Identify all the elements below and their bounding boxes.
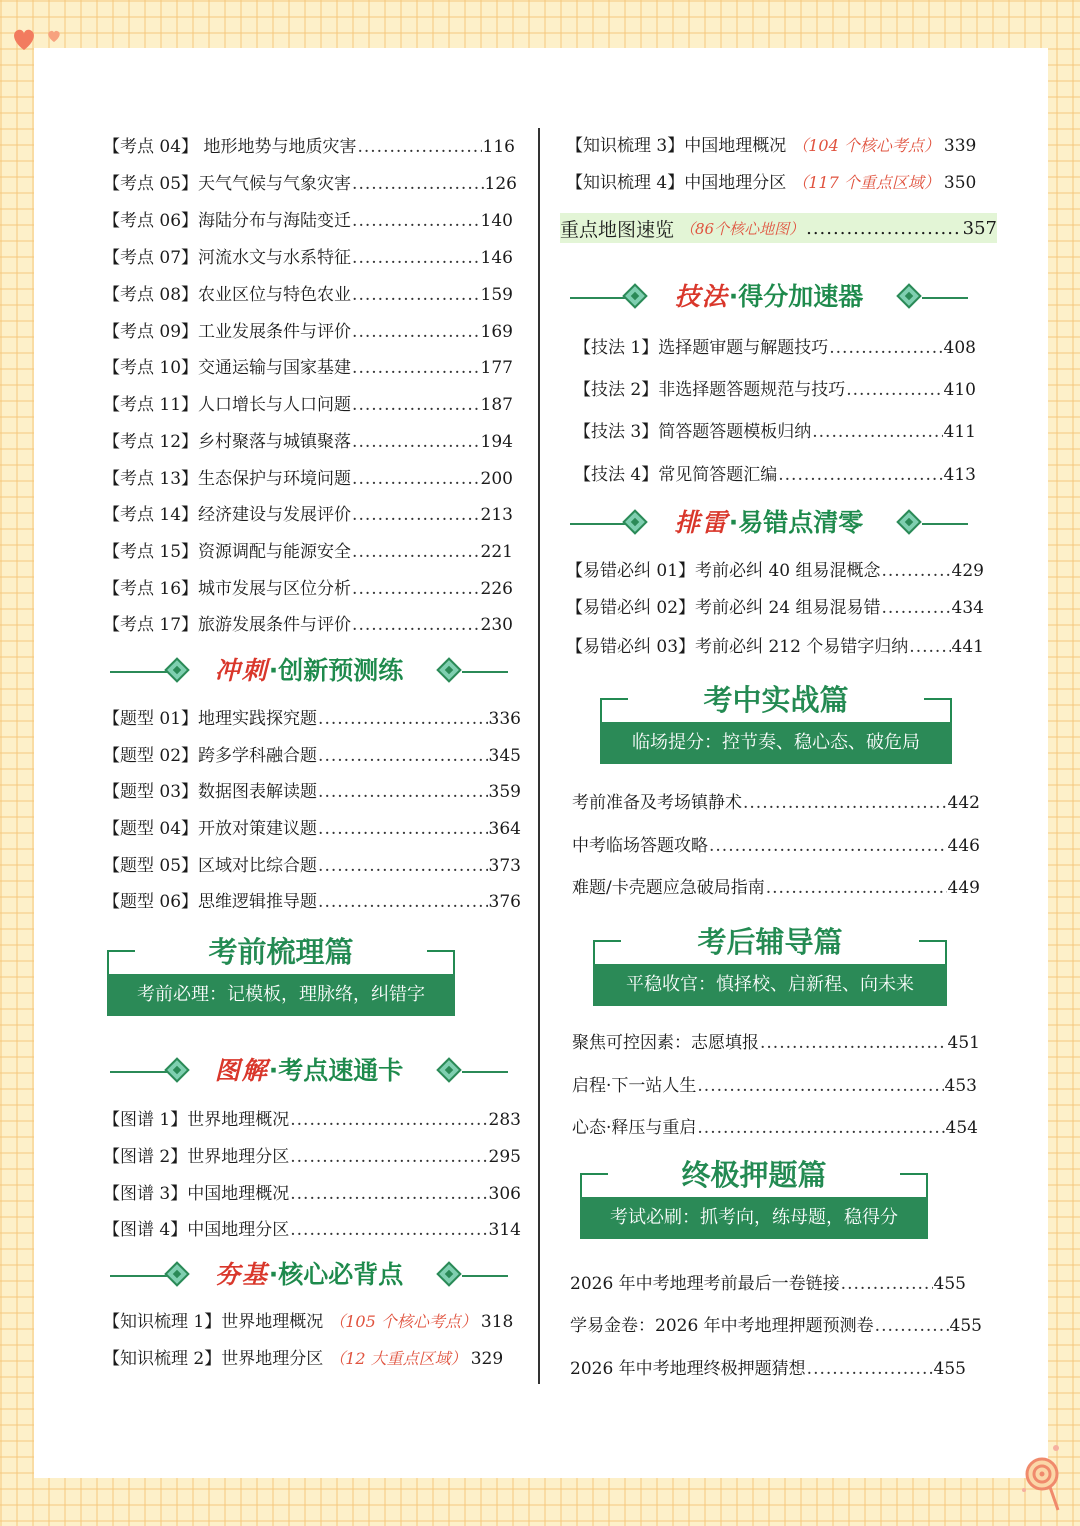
banner-kaozhong	[600, 680, 952, 764]
entry-label: 【考点 07】河流水文与水系特征	[103, 248, 352, 268]
banner-kaoqian	[107, 932, 455, 1016]
leader-dots	[352, 210, 480, 232]
entry-label: 【易错必纠 02】考前必纠 24 组易混易错	[566, 598, 881, 618]
entry-label: 【易错必纠 01】考前必纠 40 组易混概念	[566, 561, 881, 581]
toc-entry-zhishi-4[interactable]	[566, 172, 984, 196]
page-number: 226	[480, 579, 513, 599]
leader-dots	[841, 1273, 933, 1295]
entry-label: 【图谱 2】世界地理分区	[103, 1147, 290, 1167]
page-number: 146	[480, 248, 513, 268]
toc-entry-kaodian-15[interactable]	[103, 541, 513, 565]
page-number: 194	[480, 432, 513, 452]
toc-entry-yicuo-01[interactable]	[566, 560, 984, 584]
page-number: 413	[943, 465, 976, 485]
page-number: 451	[947, 1033, 980, 1053]
page-number: 449	[947, 878, 980, 898]
page-number: 140	[480, 211, 513, 231]
entry-label: 【考点 09】工业发展条件与评价	[103, 322, 352, 342]
toc-entry-kaohou-2[interactable]	[572, 1075, 977, 1099]
toc-entry-zhongji-1[interactable]	[570, 1273, 966, 1297]
leader-dots	[829, 337, 942, 359]
entry-label: 【题型 06】思维逻辑推导题	[103, 892, 318, 912]
page-number: 441	[951, 637, 984, 657]
toc-entry-kaodian-12[interactable]	[103, 431, 513, 455]
entry-label: 【考点 11】人口增长与人口问题	[103, 395, 352, 415]
toc-entry-kaodian-13[interactable]	[103, 468, 513, 492]
toc-entry-tupu-4[interactable]	[103, 1219, 521, 1243]
leader-dots	[697, 1117, 944, 1139]
entry-label: 【考点 10】交通运输与国家基建	[103, 358, 352, 378]
toc-entry-kaodian-14[interactable]	[103, 504, 513, 528]
page-number: 410	[943, 380, 976, 400]
leader-dots	[318, 708, 488, 730]
page-number: 408	[943, 338, 976, 358]
section-header-jifa	[570, 278, 968, 318]
leader-dots	[352, 431, 480, 453]
leader-dots	[846, 379, 942, 401]
section-header-chongci	[110, 652, 508, 692]
entry-label: 【考点 05】天气气候与气象灾害	[103, 174, 352, 194]
page-number: 159	[480, 285, 513, 305]
section-title-red: 排雷	[674, 508, 729, 537]
toc-entry-kaohou-1[interactable]	[572, 1032, 980, 1056]
toc-entry-tixing-04[interactable]	[103, 818, 521, 842]
entry-label: 【考点 06】海陆分布与海陆变迁	[103, 211, 352, 231]
entry-label: 【题型 02】跨多学科融合题	[103, 746, 318, 766]
toc-entry-tupu-2[interactable]	[103, 1146, 521, 1170]
entry-label: 难题/卡壳题应急破局指南	[572, 878, 765, 898]
entry-label: 【技法 3】简答题答题模板归纳	[574, 422, 812, 442]
banner-kaohou	[593, 922, 947, 1006]
section-title-green: ·易错点清零	[728, 508, 864, 537]
leader-dots	[290, 1109, 487, 1131]
leader-dots	[812, 421, 942, 443]
leader-dots	[318, 745, 488, 767]
leader-dots	[352, 504, 480, 526]
leader-dots	[352, 284, 480, 306]
toc-entry-kaodian-11[interactable]	[103, 394, 513, 418]
entry-label: 【易错必纠 03】考前必纠 212 个易错字归纳	[566, 637, 909, 657]
toc-entry-yicuo-02[interactable]	[566, 597, 984, 621]
banner-subtitle: 平稳收官：慎择校、启新程、向未来	[593, 964, 947, 1006]
entry-label: 【知识梳理 2】世界地理分区	[103, 1349, 324, 1369]
toc-entry-tixing-02[interactable]	[103, 745, 521, 769]
banner-subtitle: 考试必刷：抓考向，练母题，稳得分	[580, 1197, 928, 1239]
toc-entry-tixing-05[interactable]	[103, 855, 521, 879]
leader-dots	[352, 173, 484, 195]
entry-label: 【考点 12】乡村聚落与城镇聚落	[103, 432, 352, 452]
toc-entry-tixing-06[interactable]	[103, 891, 521, 915]
page-number: 283	[488, 1110, 521, 1130]
page-number: 306	[488, 1184, 521, 1204]
page-number: 442	[947, 793, 980, 813]
toc-entry-zhongji-2[interactable]	[570, 1315, 982, 1339]
entry-label: 【技法 1】选择题审题与解题技巧	[574, 338, 829, 358]
toc-entry-yicuo-03[interactable]	[566, 636, 984, 660]
entry-label: 【考点 16】城市发展与区位分析	[103, 579, 352, 599]
section-title-green: ·创新预测练	[268, 656, 404, 685]
toc-entry-tupu-3[interactable]	[103, 1183, 521, 1207]
page-number: 329	[470, 1349, 504, 1369]
toc-entry-kaozhong-3[interactable]	[572, 877, 980, 901]
toc-entry-jifa-1[interactable]	[574, 337, 976, 361]
leader-dots	[352, 247, 480, 269]
entry-label: 【题型 01】地理实践探究题	[103, 709, 318, 729]
leader-dots	[318, 818, 488, 840]
leader-dots	[881, 560, 950, 582]
leader-dots	[778, 464, 942, 486]
entry-highlight: （86个核心地图）	[680, 219, 805, 238]
leader-dots	[290, 1183, 487, 1205]
toc-entry-kaodian-06[interactable]	[103, 210, 513, 234]
page-number: 364	[488, 819, 521, 839]
entry-label: 【考点 13】生态保护与环境问题	[103, 469, 352, 489]
page-number: 376	[488, 892, 521, 912]
toc-entry-zhishi-2[interactable]	[103, 1348, 521, 1372]
section-header-hangji	[110, 1256, 508, 1296]
entry-label: 【考点 14】经济建设与发展评价	[103, 505, 352, 525]
entry-label: 启程·下一站人生	[572, 1076, 697, 1096]
entry-label: 【技法 2】非选择题答题规范与技巧	[574, 380, 846, 400]
page-number: 318	[480, 1312, 514, 1332]
leader-dots	[352, 321, 480, 343]
toc-entry-jifa-3[interactable]	[574, 421, 976, 445]
toc-entry-jifa-4[interactable]	[574, 464, 976, 488]
page-number: 359	[488, 782, 521, 802]
leader-dots	[318, 781, 488, 803]
leader-dots	[881, 597, 950, 619]
toc-entry-kaodian-08[interactable]	[103, 284, 513, 308]
page-number: 373	[488, 856, 521, 876]
section-title-green: ·核心必背点	[268, 1260, 404, 1289]
entry-label: 【题型 04】开放对策建议题	[103, 819, 318, 839]
entry-highlight: （117 个重点区域）	[792, 173, 940, 192]
page-number: 455	[949, 1316, 982, 1336]
leader-dots	[697, 1075, 943, 1097]
leader-dots	[875, 1315, 949, 1337]
page-number: 455	[933, 1359, 966, 1379]
leader-dots	[318, 891, 488, 913]
entry-label: 【知识梳理 4】中国地理分区	[566, 173, 787, 193]
page-number: 200	[480, 469, 513, 489]
entry-label: 心态·释压与重启	[572, 1118, 697, 1138]
entry-highlight: （12 大重点区域）	[329, 1349, 467, 1368]
section-title-green: ·考点速通卡	[268, 1056, 404, 1085]
entry-label: 【知识梳理 3】中国地理概况	[566, 136, 787, 156]
column-divider	[538, 128, 540, 1384]
entry-highlight: （105 个核心考点）	[329, 1312, 477, 1331]
page-number: 429	[951, 561, 984, 581]
entry-label: 【题型 03】数据图表解读题	[103, 782, 318, 802]
banner-subtitle: 考前必理：记模板，理脉络，纠错字	[107, 974, 455, 1016]
hearts-decoration	[10, 24, 66, 54]
banner-subtitle: 临场提分：控节奏、稳心态、破危局	[600, 722, 952, 764]
lollipop-decoration	[1016, 1442, 1072, 1514]
toc-entry-kaozhong-2[interactable]	[572, 835, 980, 859]
leader-dots	[352, 541, 480, 563]
toc-entry-kaodian-17[interactable]	[103, 614, 513, 638]
page-number: 295	[488, 1147, 521, 1167]
leader-dots	[909, 636, 950, 658]
toc-entry-tixing-01[interactable]	[103, 708, 521, 732]
entry-label: 【图谱 1】世界地理概况	[103, 1110, 290, 1130]
toc-entry-kaohou-3[interactable]	[572, 1117, 978, 1141]
entry-label: 【考点 15】资源调配与能源安全	[103, 542, 352, 562]
entry-label: 聚焦可控因素：志愿填报	[572, 1033, 759, 1053]
toc-entry-tixing-03[interactable]	[103, 781, 521, 805]
page-number: 187	[480, 395, 513, 415]
toc-entry-map-overview[interactable]	[560, 213, 997, 243]
banner-title: 考中实战篇	[703, 683, 849, 717]
page-number: 213	[480, 505, 513, 525]
entry-label: 学易金卷：2026 年中考地理押题预测卷	[570, 1316, 874, 1336]
leader-dots	[352, 394, 480, 416]
entry-label: 考前准备及考场镇静术	[572, 793, 742, 813]
leader-dots	[290, 1146, 487, 1168]
section-header-pailei	[570, 504, 968, 544]
entry-label: 2026 年中考地理考前最后一卷链接	[570, 1274, 840, 1294]
entry-label: 【图谱 3】中国地理概况	[103, 1184, 290, 1204]
page-number: 345	[488, 746, 521, 766]
entry-label: 中考临场答题攻略	[572, 836, 708, 856]
banner-title: 考后辅导篇	[697, 925, 843, 959]
entry-label: 【考点 04】 地形地势与地质灾害	[103, 137, 357, 157]
entry-label: 【图谱 4】中国地理分区	[103, 1220, 290, 1240]
entry-label: 【知识梳理 1】世界地理概况	[103, 1312, 324, 1332]
toc-entry-kaodian-07[interactable]	[103, 247, 513, 271]
entry-label: 重点地图速览	[560, 218, 675, 241]
page-number: 350	[943, 173, 977, 193]
entry-label: 【考点 17】旅游发展条件与评价	[103, 615, 352, 635]
section-header-tujie	[110, 1052, 508, 1092]
leader-dots	[766, 877, 947, 899]
leader-dots	[352, 357, 480, 379]
page-number: 230	[480, 615, 513, 635]
leader-dots	[352, 468, 480, 490]
section-title-red: 技法	[674, 282, 729, 311]
leader-dots	[743, 792, 947, 814]
page-number: 434	[951, 598, 984, 618]
page-number: 446	[947, 836, 980, 856]
entry-label: 【技法 4】常见简答题汇编	[574, 465, 778, 485]
toc-entry-tupu-1[interactable]	[103, 1109, 521, 1133]
banner-title: 终极押题篇	[681, 1158, 827, 1192]
toc-entry-kaodian-16[interactable]	[103, 578, 513, 602]
page-number: 221	[480, 542, 513, 562]
entry-label: 【题型 05】区域对比综合题	[103, 856, 318, 876]
page-number: 336	[488, 709, 521, 729]
toc-entry-kaozhong-1[interactable]	[572, 792, 980, 816]
toc-entry-kaodian-09[interactable]	[103, 321, 513, 345]
leader-dots	[807, 1358, 933, 1380]
page-number: 339	[943, 136, 977, 156]
leader-dots	[352, 614, 480, 636]
toc-entry-zhongji-3[interactable]	[570, 1358, 966, 1382]
toc-entry-kaodian-04[interactable]	[103, 136, 515, 160]
toc-entry-jifa-2[interactable]	[574, 379, 976, 403]
page-number: 455	[933, 1274, 966, 1294]
toc-entry-zhishi-3[interactable]	[566, 135, 984, 159]
page-number: 169	[480, 322, 513, 342]
page-number: 116	[482, 137, 515, 157]
section-title-green: ·得分加速器	[728, 282, 864, 311]
leader-dots	[352, 578, 480, 600]
page-number: 357	[962, 217, 997, 239]
leader-dots	[760, 1032, 947, 1054]
section-title-red: 图解	[214, 1056, 269, 1085]
page-number: 453	[944, 1076, 977, 1096]
leader-dots	[357, 136, 481, 158]
leader-dots	[806, 218, 961, 239]
toc-entry-kaodian-10[interactable]	[103, 357, 513, 381]
entry-label: 【考点 08】农业区位与特色农业	[103, 285, 352, 305]
leader-dots	[318, 855, 488, 877]
page-number: 314	[488, 1220, 521, 1240]
page-number: 126	[484, 174, 517, 194]
page-number: 454	[945, 1118, 978, 1138]
section-title-red: 冲刺	[214, 656, 269, 685]
banner-zhongji	[580, 1155, 928, 1239]
entry-highlight: （104 个核心考点）	[792, 136, 940, 155]
toc-entry-zhishi-1[interactable]	[103, 1311, 521, 1335]
banner-title: 考前梳理篇	[208, 935, 354, 969]
leader-dots	[709, 835, 947, 857]
page-number: 177	[480, 358, 513, 378]
entry-label: 2026 年中考地理终极押题猜想	[570, 1359, 806, 1379]
section-title-red: 夯基	[214, 1260, 269, 1289]
page-number: 411	[943, 422, 976, 442]
toc-entry-kaodian-05[interactable]	[103, 173, 517, 197]
leader-dots	[290, 1219, 487, 1241]
